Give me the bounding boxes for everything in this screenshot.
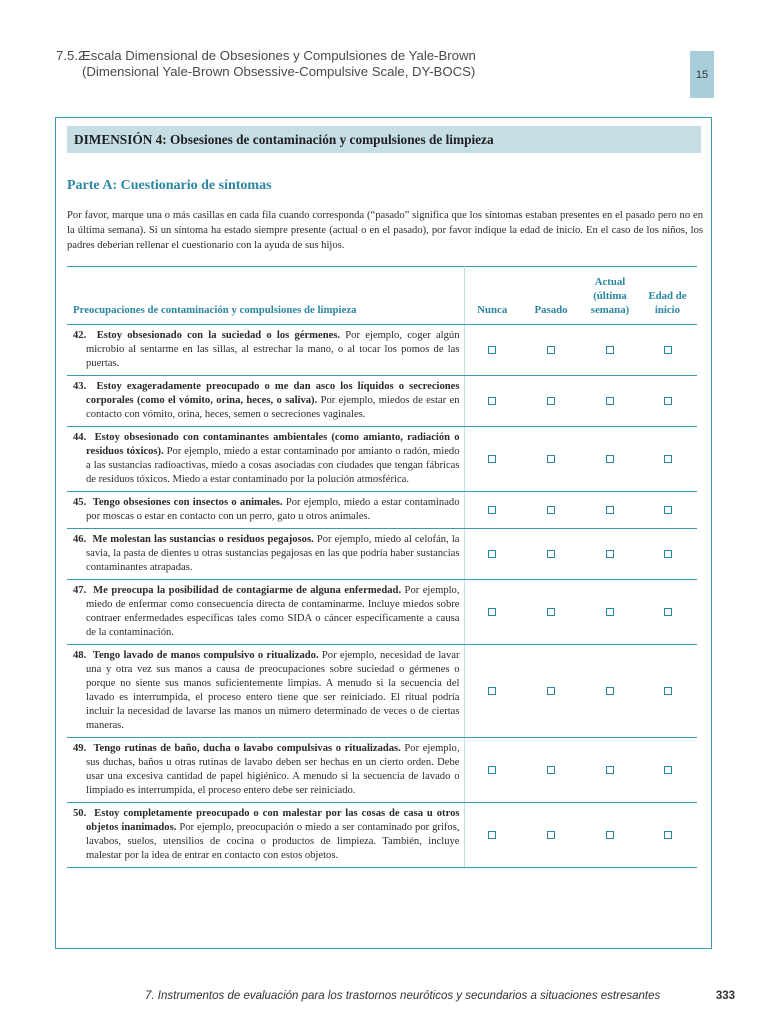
cell-nunca: [464, 376, 520, 427]
question-cell: [67, 529, 464, 580]
cell-pasado: [520, 803, 582, 868]
question-cell: [67, 325, 464, 376]
question-number-and-title: [73, 330, 340, 341]
cell-edad: [638, 580, 697, 645]
checkbox-edad[interactable]: [664, 455, 672, 463]
question-number: 46.: [73, 534, 87, 545]
checkbox-nunca[interactable]: [488, 766, 496, 774]
checkbox-pasado[interactable]: [547, 346, 555, 354]
question-cell: [67, 376, 464, 427]
section-title-line-1: [56, 48, 666, 64]
table-row: [67, 645, 697, 738]
cell-actual: [582, 325, 638, 376]
question-example: Por ejemplo, coger algún microbio al sentarme en las sillas, al estrechar la mano, o al tocar los pomos de las puertas.: [86, 330, 460, 369]
question-example: Por ejemplo, necesidad de lavar una y otra vez sus manos a causa de preocupaciones sobre suciedad o gérmenes o porque no siente sus manos suficientemente limpias. A menudo si la secuencia del lavado es interrumpida, el proceso entero tiene que ser reiniciado. El ritual podría incluir la necesidad de lavarse las manos un número determinado de veces o de ciertas maneras.: [86, 650, 460, 731]
section-title: Escala Dimensional de Obsesiones y Compulsiones de Yale-Brown: [82, 48, 476, 63]
checkbox-pasado[interactable]: [547, 687, 555, 695]
question-cell: [67, 738, 464, 803]
question-number-and-title: [73, 534, 314, 545]
cell-nunca: [464, 492, 520, 529]
question-cell: [67, 427, 464, 492]
question-number: 44.: [73, 432, 87, 443]
cell-pasado: [520, 645, 582, 738]
section-header: [56, 48, 666, 79]
page-number: 333: [715, 990, 735, 1002]
cell-nunca: [464, 427, 520, 492]
question-text: [67, 380, 460, 422]
cell-pasado: [520, 492, 582, 529]
cell-pasado: [520, 580, 582, 645]
symptom-questionnaire-table: [67, 266, 697, 868]
edad-label-1: Edad de: [648, 290, 687, 302]
question-title: Tengo obsesiones con insectos o animales.: [92, 497, 283, 508]
checkbox-nunca[interactable]: [488, 550, 496, 558]
cell-actual: [582, 529, 638, 580]
edad-label-2: inicio: [654, 304, 681, 316]
column-header-nunca: Nunca: [464, 267, 520, 325]
checkbox-pasado[interactable]: [547, 766, 555, 774]
cell-edad: [638, 529, 697, 580]
checkbox-edad[interactable]: [664, 831, 672, 839]
question-example: Por ejemplo, sus duchas, baños u otras rutinas de lavabo deben ser hechas en un cierto orden. Debe usar una excesiva cantidad de papel higiénico. A menudo si la secuencia de lavado o limpiado es interrumpida, el proceso entero debe ser reiniciado.: [86, 743, 460, 796]
cell-actual: [582, 803, 638, 868]
question-number-and-title: [73, 497, 283, 508]
checkbox-nunca[interactable]: [488, 608, 496, 616]
column-header-actual: [582, 267, 638, 325]
instructions-paragraph: Por favor, marque una o más casillas en cada fila cuando corresponda (“pasado” significa que los síntomas estaban presentes en el pasado pero no en la última semana). Si un síntoma ha estado siempre presente (actual o en el pasado), por favor indique la edad de inicio. En el caso de los niños, los padres deberían rellenar el cuestionario con la ayuda de sus hijos.: [67, 210, 703, 251]
cell-nunca: [464, 738, 520, 803]
question-text: [67, 431, 460, 487]
question-title: Me molestan las sustancias o residuos pegajosos.: [92, 534, 314, 545]
checkbox-actual[interactable]: [606, 550, 614, 558]
table-row: [67, 325, 697, 376]
checkbox-edad[interactable]: [664, 397, 672, 405]
question-number: 42.: [73, 330, 87, 341]
section-number: 7.5.2.: [56, 48, 89, 63]
cell-pasado: [520, 529, 582, 580]
checkbox-actual[interactable]: [606, 687, 614, 695]
column-header-edad: [638, 267, 697, 325]
question-number-and-title: [73, 743, 401, 754]
column-header-question: Preocupaciones de contaminación y compulsiones de limpieza: [67, 267, 464, 325]
question-title: Tengo lavado de manos compulsivo o ritualizado.: [92, 650, 319, 661]
checkbox-actual[interactable]: [606, 608, 614, 616]
cell-edad: [638, 645, 697, 738]
checkbox-pasado[interactable]: [547, 455, 555, 463]
checkbox-nunca[interactable]: [488, 687, 496, 695]
question-example: Por ejemplo, miedo de enfermar como consecuencia directa de contaminarme. Incluye miedos sobre contraer enfermedades específicas tales como SIDA o cáncer específicamente a causa de la contaminación.: [86, 585, 460, 638]
checkbox-actual[interactable]: [606, 346, 614, 354]
page-footer: [145, 990, 735, 1002]
table-row: [67, 738, 697, 803]
checkbox-nunca[interactable]: [488, 346, 496, 354]
cell-actual: [582, 376, 638, 427]
question-title: Estoy obsesionado con la suciedad o los gérmenes.: [96, 330, 341, 341]
checkbox-edad[interactable]: [664, 687, 672, 695]
question-number: 47.: [73, 585, 87, 596]
part-title: Parte A: Cuestionario de síntomas: [67, 178, 272, 193]
chapter-tab: 15: [690, 51, 714, 98]
checkbox-nunca[interactable]: [488, 506, 496, 514]
question-example: Por ejemplo, preocupación o miedo a ser contaminado por grifos, lavabos, suelos, utensilios de cocina o productos de limpieza. También, incluye malestar por la idea de entrar en contacto con estos objetos.: [86, 822, 460, 861]
checkbox-actual[interactable]: [606, 455, 614, 463]
question-cell: [67, 492, 464, 529]
checkbox-nunca[interactable]: [488, 455, 496, 463]
question-cell: [67, 580, 464, 645]
checkbox-pasado[interactable]: [547, 831, 555, 839]
checkbox-edad[interactable]: [664, 608, 672, 616]
checkbox-actual[interactable]: [606, 397, 614, 405]
question-text: [67, 649, 460, 733]
cell-pasado: [520, 427, 582, 492]
question-number: 45.: [73, 497, 87, 508]
cell-edad: [638, 803, 697, 868]
table-row: [67, 580, 697, 645]
checkbox-pasado[interactable]: [547, 506, 555, 514]
cell-edad: [638, 376, 697, 427]
cell-nunca: [464, 529, 520, 580]
table-header-row: [67, 267, 697, 325]
checkbox-edad[interactable]: [664, 346, 672, 354]
cell-pasado: [520, 738, 582, 803]
cell-edad: [638, 427, 697, 492]
question-title: Estoy obsesionado con contaminantes ambientales (como amianto, radiación o residuos tóxicos).: [86, 432, 460, 457]
question-text: [67, 533, 460, 575]
cell-pasado: [520, 376, 582, 427]
cell-pasado: [520, 325, 582, 376]
question-cell: [67, 803, 464, 868]
question-title: Tengo rutinas de baño, ducha o lavabo compulsivas o ritualizadas.: [93, 743, 401, 754]
cell-actual: [582, 738, 638, 803]
table-row: [67, 529, 697, 580]
actual-label-2: (última: [593, 290, 627, 302]
cell-actual: [582, 427, 638, 492]
table-row: [67, 376, 697, 427]
cell-nunca: [464, 645, 520, 738]
dimension-title: DIMENSIÓN 4: Obsesiones de contaminación y compulsiones de limpieza: [67, 126, 701, 153]
cell-nunca: [464, 803, 520, 868]
question-example: Por ejemplo, miedo a estar contaminado por moscas o estar en contacto con un perro, gato u otros animales.: [86, 497, 460, 522]
question-title: Me preocupa la posibilidad de contagiarme de alguna enfermedad.: [93, 585, 402, 596]
question-number: 50.: [73, 808, 87, 819]
checkbox-pasado[interactable]: [547, 550, 555, 558]
cell-edad: [638, 738, 697, 803]
checkbox-actual[interactable]: [606, 831, 614, 839]
cell-nunca: [464, 325, 520, 376]
cell-edad: [638, 492, 697, 529]
question-text: [67, 496, 460, 524]
question-text: [67, 329, 460, 371]
footer-text: 7. Instrumentos de evaluación para los trastornos neuróticos y secundarios a situaciones estresantes: [145, 990, 661, 1002]
question-text: [67, 807, 460, 863]
question-number-and-title: [73, 585, 401, 596]
question-example: Por ejemplo, miedo a estar contaminado por amianto o radón, miedo a las sustancias radioactivas, miedo a cosas asociadas con ciudades que tengan fábricas de residuos tóxicos. Miedo a estar contaminado por la polución atmosférica.: [86, 446, 460, 485]
dimension-box: [55, 117, 712, 949]
checkbox-nunca[interactable]: [488, 397, 496, 405]
question-text: [67, 742, 460, 798]
checkbox-actual[interactable]: [606, 766, 614, 774]
checkbox-edad[interactable]: [664, 550, 672, 558]
question-example: Por ejemplo, miedo al celofán, la savia, la pasta de dientes u otras sustancias pegajosas en las que podría haber sustancias contaminantes atrapadas.: [86, 534, 460, 573]
checkbox-pasado[interactable]: [547, 397, 555, 405]
actual-label-1: Actual: [594, 276, 626, 288]
checkbox-actual[interactable]: [606, 506, 614, 514]
question-number: 49.: [73, 743, 87, 754]
column-header-pasado: Pasado: [520, 267, 582, 325]
question-number: 48.: [73, 650, 87, 661]
table-row: [67, 803, 697, 868]
section-title-line-2: (Dimensional Yale-Brown Obsessive-Compulsive Scale, DY-BOCS): [82, 63, 476, 79]
table-row: [67, 492, 697, 529]
question-number-and-title: [73, 650, 319, 661]
question-example: Por ejemplo, miedos de estar en contacto con vómito, orina, heces, semen o secreciones vaginales.: [86, 395, 460, 420]
question-number: 43.: [73, 381, 87, 392]
cell-actual: [582, 580, 638, 645]
checkbox-edad[interactable]: [664, 766, 672, 774]
question-title: Estoy exageradamente preocupado o me dan asco los líquidos o secreciones corporales (como el vómito, orina, heces, o saliva).: [86, 381, 460, 406]
question-title: Estoy completamente preocupado o con malestar por las cosas de casa u otros objetos inanimados.: [86, 808, 460, 833]
cell-nunca: [464, 580, 520, 645]
table-row: [67, 427, 697, 492]
cell-actual: [582, 645, 638, 738]
cell-edad: [638, 325, 697, 376]
checkbox-edad[interactable]: [664, 506, 672, 514]
checkbox-nunca[interactable]: [488, 831, 496, 839]
checkbox-pasado[interactable]: [547, 608, 555, 616]
question-text: [67, 584, 460, 640]
question-cell: [67, 645, 464, 738]
actual-label-3: semana): [590, 304, 630, 316]
cell-actual: [582, 492, 638, 529]
